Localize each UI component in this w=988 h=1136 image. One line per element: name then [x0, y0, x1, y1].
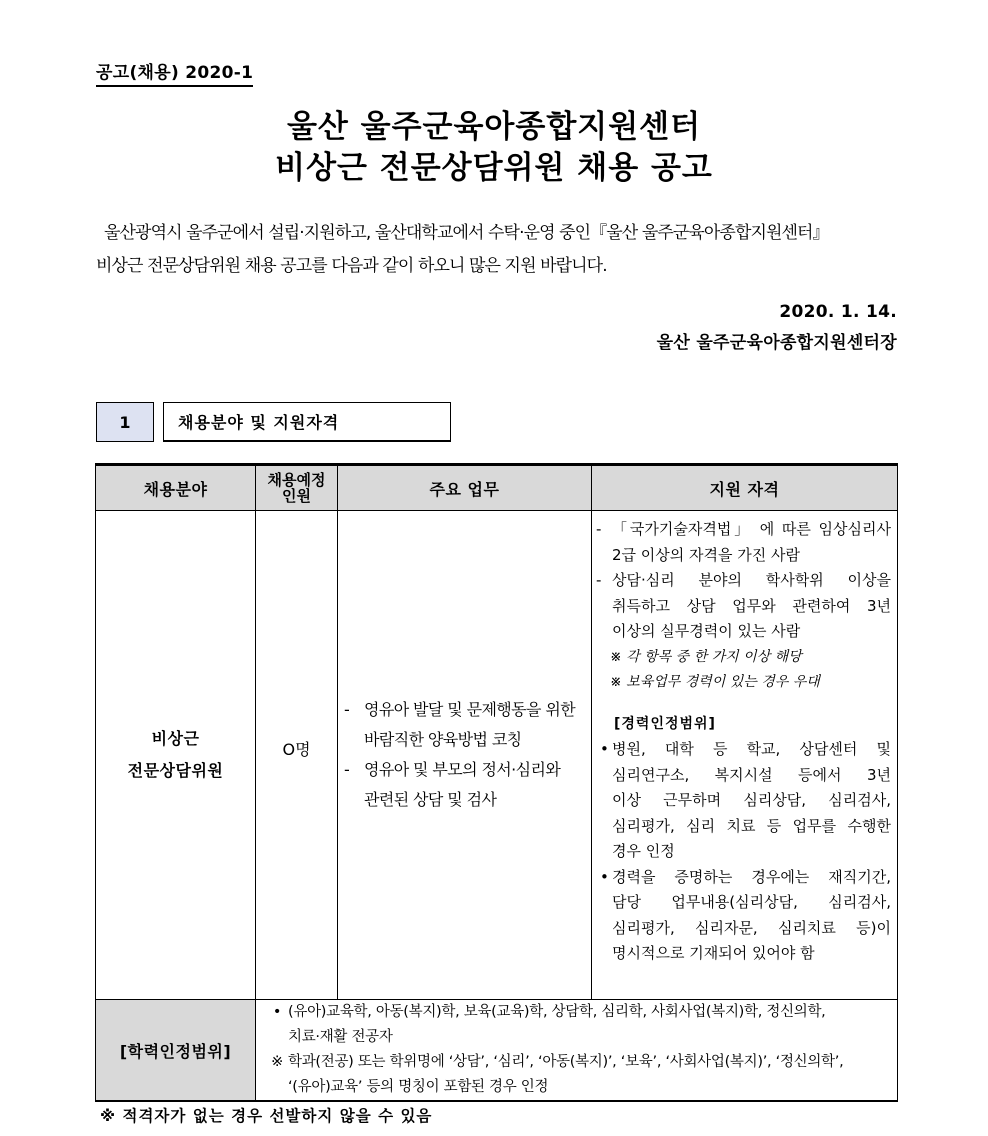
table-row [96, 511, 898, 1000]
qualification-item: - 상담·심리 분야의 학사학위 이상을 [596, 568, 891, 594]
education-text: ‘(유아)교육’ 등의 명칭이 포함된 경우 인정 [288, 1079, 549, 1095]
qualification-text: 「국가기술자격법」 에 따른 임상심리사 [612, 520, 891, 538]
header-field: 채용분야 [96, 465, 256, 511]
career-text: 병원, 대학 등 학교, 상담센터 및 [612, 740, 891, 758]
qualification-text: 2급 이상의 자격을 가진 사람 [612, 545, 801, 564]
notice-number: 공고(채용) 2020-1 [96, 62, 253, 87]
header-count [256, 465, 338, 511]
duty-text: 영유아 및 부모의 정서·심리와 [364, 760, 561, 779]
intro-line2: 비상근 전문상담위원 채용 공고를 다음과 같이 하오니 많은 지원 바랍니다. [96, 256, 607, 276]
career-text: 담당 업무내용(심리상담, 심리검사, [612, 893, 891, 911]
education-text: 치료·재활 전공자 [288, 1029, 393, 1045]
duty-text: 영유아 발달 및 문제행동을 위한 [364, 700, 576, 719]
career-text: 이상 근무하며 심리상담, 심리검사, [612, 791, 891, 809]
footnote: ※ 적격자가 없는 경우 선발하지 않을 수 있음 [100, 1107, 433, 1125]
duty-dash: - [344, 700, 350, 719]
duty-dash: - [344, 760, 350, 779]
education-text: 학과(전공) 또는 학위명에 ‘상담’, ‘심리’, ‘아동(복지)’, ‘보육’, ‘사회사업(복지)’, ‘정신의학’, [288, 1054, 844, 1070]
header-duties: 주요 업무 [338, 465, 592, 511]
qualification-note: ※ 각 항목 중 한 가지 이상 해당 [610, 648, 802, 665]
career-text: 심리평가, 심리 치료 등 업무를 수행한 [612, 816, 891, 835]
career-text: 심리연구소, 복지시설 등에서 3년 [612, 765, 891, 784]
qualifications-cell [592, 511, 898, 1000]
qualification-item: - 「국가기술자격법」 에 따른 임상심리사 [596, 517, 891, 543]
count-cell: O명 [256, 511, 338, 1000]
notice-date: 2020. 1. 14. [779, 302, 897, 322]
qualification-text: 이상의 실무경력이 있는 사람 [612, 622, 801, 640]
header-qualifications: 지원 자격 [592, 465, 898, 511]
career-item: • 병원, 대학 등 학교, 상담센터 및 [596, 737, 891, 763]
career-text: 심리평가, 심리자문, 심리치료 등)이 [612, 918, 891, 937]
qualification-text: 상담·심리 분야의 학사학위 이상을 [612, 571, 891, 589]
field-cell [96, 511, 256, 1000]
duty-item [344, 755, 587, 815]
education-cell: • (유아)교육학, 아동(복지)학, 보육(교육)학, 상담학, 심리학, 사회사업(복지)학, 정신의학, 치료·재활 전공자 ※ 학과(전공) 또는 학위명에 ‘상담’, ‘심리’, ‘아동(복지)’, ‘보육’, ‘사회사업(복지)’, ‘정신의학’, ‘(유아)교육’ 등의 명칭이 포함된 경우 인정 [256, 1000, 898, 1102]
intro-line1: 울산광역시 울주군에서 설립·지원하고, 울산대학교에서 수탁·운영 중인『울산 울주군육아종합지원센터』 [104, 223, 829, 243]
education-row [96, 1000, 898, 1102]
qualification-note: ※ 보육업무 경력이 있는 경우 우대 [610, 674, 820, 690]
career-item: • 경력을 증명하는 경우에는 재직기간, [596, 865, 891, 891]
education-label: [학력인정범위] [96, 1000, 256, 1102]
career-text: 경력을 증명하는 경우에는 재직기간, [612, 867, 891, 886]
page-title-line2: 비상근 전문상담위원 채용 공고 [275, 150, 713, 186]
career-range-heading: [경력인정범위] [614, 715, 716, 732]
duty-text: 바람직한 양육방법 코칭 [364, 730, 522, 749]
duty-item [344, 695, 587, 755]
header-count-line1: 채용예정 [267, 471, 326, 489]
career-text: 명시적으로 기재되어 있어야 함 [612, 944, 815, 962]
section-number: 1 [96, 402, 154, 442]
career-text: 경우 인정 [612, 842, 675, 860]
field-line2: 전문상담위원 [127, 761, 224, 780]
issuer-name: 울산 울주군육아종합지원센터장 [656, 333, 897, 353]
table-header-row [96, 465, 898, 511]
page-title-line1: 울산 울주군육아종합지원센터 [286, 109, 702, 145]
qualification-text: 취득하고 상담 업무와 관련하여 3년 [612, 596, 891, 615]
section-title: 채용분야 및 지원자격 [163, 402, 451, 442]
recruitment-table [95, 463, 898, 1102]
duty-text: 관련된 상담 및 검사 [364, 790, 497, 809]
field-line1: 비상근 [151, 729, 200, 748]
education-text: (유아)교육학, 아동(복지)학, 보육(교육)학, 상담학, 심리학, 사회사업(복지)학, 정신의학, [288, 1004, 826, 1020]
duties-cell [338, 511, 592, 1000]
header-count-line2: 인원 [282, 487, 311, 505]
